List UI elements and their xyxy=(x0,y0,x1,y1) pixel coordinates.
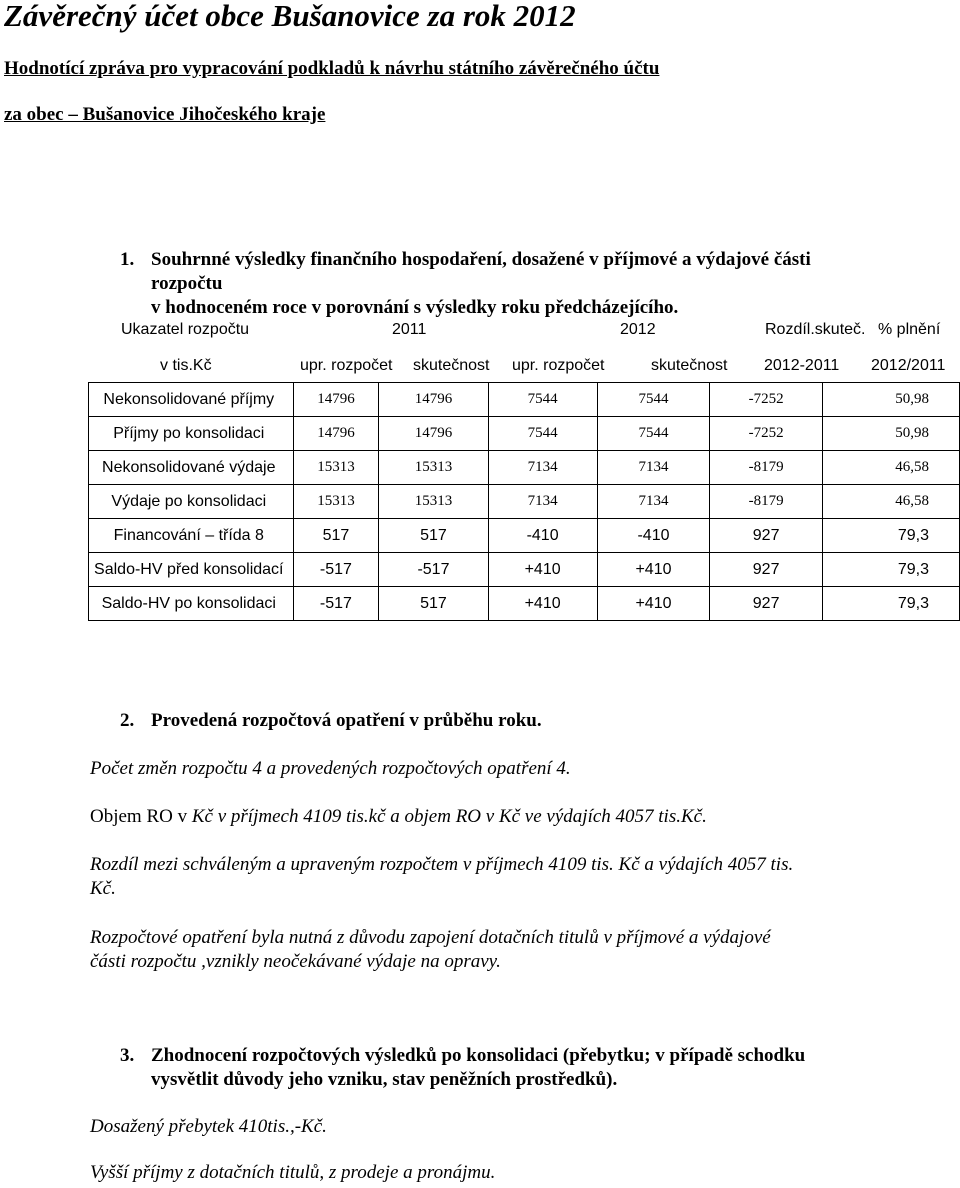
section3-paragraph-1: Dosažený přebytek 410tis.,-Kč. xyxy=(90,1116,327,1137)
section2-paragraph-4b: části rozpočtu ,vznikly neočekávané výdaje na opravy. xyxy=(90,951,501,972)
table-row xyxy=(89,553,960,587)
cell: 14796 xyxy=(379,417,488,451)
cell: -410 xyxy=(488,519,597,553)
section1-heading-line2: rozpočtu xyxy=(151,273,223,294)
cell: -7252 xyxy=(710,383,823,417)
cell: 7134 xyxy=(488,451,597,485)
header-upr-2012: upr. rozpočet xyxy=(512,357,605,374)
table-row xyxy=(89,451,960,485)
cell: 14796 xyxy=(293,383,379,417)
table-row xyxy=(89,417,960,451)
cell: 7544 xyxy=(488,417,597,451)
cell: 15313 xyxy=(379,485,488,519)
row-label: Nekonsolidované příjmy xyxy=(89,383,294,417)
header-2011: 2011 xyxy=(392,321,427,338)
section2-paragraph-2 xyxy=(90,806,707,828)
section2-paragraph-4a: Rozpočtové opatření byla nutná z důvodu zapojení dotačních titulů v příjmové a výdajové xyxy=(90,927,771,948)
section1-heading-line3: v hodnoceném roce v porovnání s výsledky roku předcházejícího. xyxy=(151,297,679,318)
cell: 7544 xyxy=(597,383,710,417)
cell: +410 xyxy=(597,553,710,587)
cell: 7544 xyxy=(488,383,597,417)
section1-number: 1. xyxy=(120,249,135,270)
cell: 15313 xyxy=(293,485,379,519)
section2-heading: Provedená rozpočtová opatření v průběhu roku. xyxy=(151,710,542,731)
section1-heading-line1: Souhrnné výsledky finančního hospodaření, dosažené v příjmové a výdajové části xyxy=(151,249,811,270)
cell: 14796 xyxy=(379,383,488,417)
cell: 50,98 xyxy=(822,417,959,451)
table-row xyxy=(89,519,960,553)
section2-paragraph-3b: Kč. xyxy=(90,878,116,899)
section2-paragraph-2b: Kč v příjmech 4109 tis.kč a objem RO v Kč ve výdajích 4057 tis.Kč. xyxy=(191,806,707,827)
cell: 927 xyxy=(710,587,823,621)
cell: -8179 xyxy=(710,485,823,519)
report-subtitle: Hodnotící zpráva pro vypracování podkladů k návrhu státního závěrečného účtu xyxy=(4,58,660,79)
cell: +410 xyxy=(488,587,597,621)
header-upr-2011: upr. rozpočet xyxy=(300,357,393,374)
page-title: Závěrečný účet obce Bušanovice za rok 2012 xyxy=(4,0,576,33)
row-label: Nekonsolidované výdaje xyxy=(89,451,294,485)
header-2012: 2012 xyxy=(620,321,656,338)
cell: 517 xyxy=(379,587,488,621)
row-label: Výdaje po konsolidaci xyxy=(89,485,294,519)
cell: 7134 xyxy=(488,485,597,519)
cell: -7252 xyxy=(710,417,823,451)
cell: 15313 xyxy=(293,451,379,485)
row-label: Příjmy po konsolidaci xyxy=(89,417,294,451)
header-unit: v tis.Kč xyxy=(160,357,212,374)
cell: -410 xyxy=(597,519,710,553)
table-row xyxy=(89,383,960,417)
cell: +410 xyxy=(597,587,710,621)
municipality-subtitle: za obec – Bušanovice Jihočeského kraje xyxy=(4,104,326,125)
header-plneni: % plnění xyxy=(878,321,941,338)
cell: 79,3 xyxy=(822,553,959,587)
header-diff: 2012-2011 xyxy=(764,357,840,374)
header-ratio: 2012/2011 xyxy=(871,357,946,374)
cell: 7544 xyxy=(597,417,710,451)
cell: +410 xyxy=(488,553,597,587)
cell: -517 xyxy=(379,553,488,587)
section3-heading-line1: Zhodnocení rozpočtových výsledků po konsolidaci (přebytku; v případě schodku xyxy=(151,1045,806,1066)
cell: -8179 xyxy=(710,451,823,485)
section2-paragraph-3a: Rozdíl mezi schváleným a upraveným rozpočtem v příjmech 4109 tis. Kč a výdajích 4057 tis. xyxy=(90,854,794,875)
section2-paragraph-2a: Objem RO v xyxy=(90,806,192,827)
cell: 46,58 xyxy=(822,485,959,519)
row-label: Financování – třída 8 xyxy=(89,519,294,553)
cell: 50,98 xyxy=(822,383,959,417)
section3-paragraph-2: Vyšší příjmy z dotačních titulů, z prodeje a pronájmu. xyxy=(90,1162,496,1183)
header-ukazatel: Ukazatel rozpočtu xyxy=(121,321,250,338)
header-rozdil: Rozdíl.skuteč. xyxy=(765,321,866,338)
section3-number: 3. xyxy=(120,1045,135,1066)
section2-paragraph-1: Počet změn rozpočtu 4 a provedených rozpočtových opatření 4. xyxy=(90,758,571,779)
cell: 79,3 xyxy=(822,587,959,621)
cell: 79,3 xyxy=(822,519,959,553)
cell: 517 xyxy=(379,519,488,553)
cell: 927 xyxy=(710,519,823,553)
cell: 14796 xyxy=(293,417,379,451)
header-skutecnost-2011: skutečnost xyxy=(413,357,490,374)
cell: 15313 xyxy=(379,451,488,485)
cell: -517 xyxy=(293,587,379,621)
row-label: Saldo-HV po konsolidaci xyxy=(89,587,294,621)
table-row xyxy=(89,587,960,621)
cell: 517 xyxy=(293,519,379,553)
cell: 7134 xyxy=(597,485,710,519)
cell: 7134 xyxy=(597,451,710,485)
table-row xyxy=(89,485,960,519)
cell: 927 xyxy=(710,553,823,587)
section2-number: 2. xyxy=(120,710,135,731)
row-label: Saldo-HV před konsolidací xyxy=(89,553,294,587)
cell: 46,58 xyxy=(822,451,959,485)
results-table xyxy=(88,382,960,621)
section3-heading-line2: vysvětlit důvody jeho vzniku, stav peněžních prostředků). xyxy=(151,1069,618,1090)
cell: -517 xyxy=(293,553,379,587)
header-skutecnost-2012: skutečnost xyxy=(651,357,728,374)
